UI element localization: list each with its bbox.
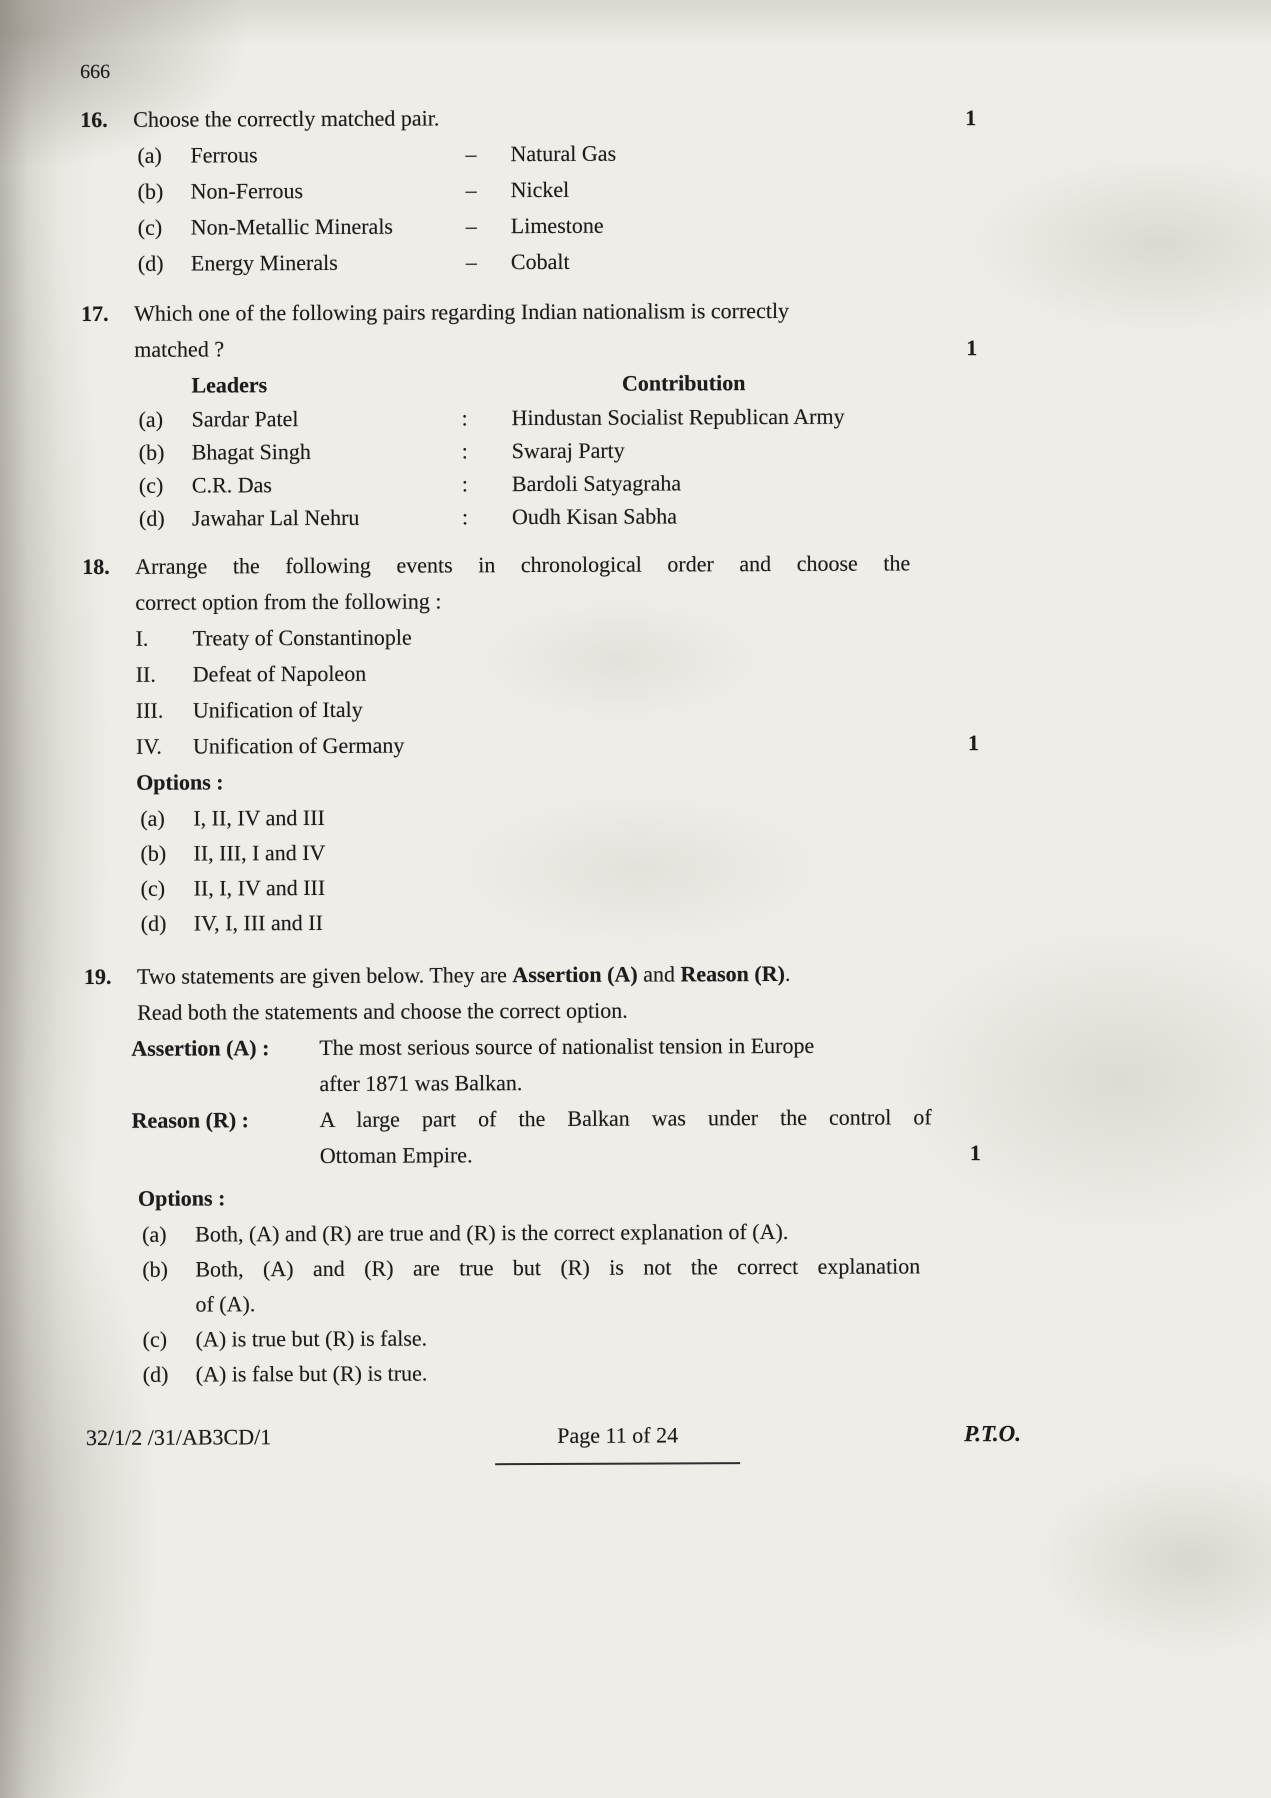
option-text: (A) is false but (R) is true.	[195, 1360, 428, 1387]
question-text-line: correct option from the following :	[135, 588, 442, 615]
page-indicator-text: Page 11 of 24	[557, 1422, 679, 1448]
roman-numeral: II.	[135, 661, 156, 687]
event-text: Treaty of Constantinople	[192, 624, 412, 651]
option-label: (c)	[142, 1326, 168, 1352]
reason-keyword: Reason (R)	[680, 960, 785, 987]
assertion-text-line: The most serious source of nationalist tension in Europe	[319, 1032, 815, 1060]
question-18-options	[83, 797, 1104, 941]
question-text-line: Arrange the following events in chronological order and choose the	[135, 550, 911, 579]
option-text	[195, 1248, 920, 1321]
pair-colon: :	[461, 471, 469, 497]
contribution-name: Swaraj Party	[511, 437, 625, 464]
match-option-b	[81, 170, 1101, 210]
assertion-keyword: Assertion (A)	[512, 961, 638, 988]
match-option-b	[82, 432, 1102, 469]
event-text: Unification of Germany	[192, 732, 405, 759]
question-text	[135, 545, 935, 620]
match-table-header	[81, 364, 1101, 403]
option-d	[86, 1353, 1106, 1392]
option-text: II, III, I and IV	[193, 839, 326, 866]
pair-dash: –	[465, 141, 477, 167]
question-17	[81, 292, 1102, 535]
pair-left: Non-Metallic Minerals	[190, 213, 394, 240]
pair-right: Limestone	[510, 212, 604, 239]
question-17-head	[81, 292, 1101, 368]
pair-dash: –	[465, 249, 477, 275]
contribution-name: Hindustan Socialist Republican Army	[511, 403, 845, 431]
intro-text: and	[637, 961, 681, 987]
contribution-name: Bardoli Satyagraha	[511, 470, 682, 497]
option-label: (d)	[138, 505, 165, 531]
reason-text	[320, 1099, 932, 1174]
question-text-line: matched ?	[134, 336, 225, 362]
paper-code: 32/1/2 /31/AB3CD/1	[85, 1424, 272, 1450]
question-number: 18.	[82, 553, 110, 579]
option-text-line: Both, (A) and (R) are true but (R) is not the correct explanation	[195, 1253, 921, 1282]
question-number: 17.	[81, 300, 109, 326]
option-a	[85, 1213, 1105, 1252]
pair-right: Nickel	[510, 176, 570, 203]
event-item-2	[83, 653, 1103, 693]
page-indicator	[495, 1417, 740, 1465]
intro-text: .	[784, 960, 791, 986]
option-text: (A) is true but (R) is false.	[195, 1325, 428, 1352]
option-text: Both, (A) and (R) are true and (R) is the correct explanation of (A).	[195, 1218, 789, 1247]
match-option-a	[82, 399, 1102, 436]
pair-dash: –	[465, 213, 477, 239]
question-text	[134, 292, 934, 367]
match-option-c	[82, 465, 1102, 502]
intro-text: Two statements are given below. They are	[136, 962, 513, 989]
leader-name: C.R. Das	[191, 472, 272, 498]
column-header-leaders: Leaders	[191, 372, 268, 398]
pair-colon: :	[461, 504, 469, 530]
marks-badge: 1	[966, 335, 978, 361]
assertion-text-line: after 1871 was Balkan.	[319, 1070, 523, 1096]
leader-name: Jawahar Lal Nehru	[191, 504, 360, 531]
pto-label: P.T.O.	[964, 1420, 1022, 1447]
option-label: (a)	[142, 1221, 167, 1247]
question-text-line: Which one of the following pairs regarding Indian nationalism is correctly	[134, 297, 790, 326]
options-heading: Options :	[136, 769, 224, 795]
option-c	[84, 867, 1104, 906]
event-item-3	[83, 689, 1103, 729]
event-text: Defeat of Napoleon	[192, 660, 367, 687]
pair-left: Energy Minerals	[190, 249, 338, 276]
option-text: IV, I, III and II	[193, 909, 323, 936]
pair-colon: :	[461, 438, 468, 464]
question-text-line: Read both the statements and choose the correct option.	[137, 997, 628, 1025]
reason-row	[85, 1099, 1105, 1175]
question-16	[80, 98, 1101, 282]
match-option-a	[80, 134, 1100, 174]
assertion-label: Assertion (A) :	[131, 1035, 270, 1061]
question-19-head	[84, 955, 1104, 1031]
option-label: (a)	[137, 142, 162, 168]
question-text-line	[137, 955, 937, 994]
option-text-line: of (A).	[195, 1291, 256, 1317]
roman-numeral: I.	[135, 625, 149, 651]
marks-badge: 1	[967, 730, 980, 756]
option-text: I, II, IV and III	[193, 804, 325, 831]
question-number: 19.	[83, 963, 112, 989]
option-label: (b)	[137, 178, 164, 204]
option-a	[83, 797, 1103, 836]
option-label: (c)	[138, 472, 164, 498]
match-option-c	[81, 206, 1101, 246]
option-label: (a)	[140, 805, 165, 831]
question-16-head	[80, 98, 1100, 138]
column-header-contribution: Contribution	[621, 370, 746, 396]
question-number: 16.	[80, 106, 108, 132]
option-d	[84, 902, 1104, 941]
reason-text-line: Ottoman Empire.	[319, 1142, 473, 1168]
question-text: Choose the correctly matched pair.	[133, 105, 440, 132]
event-text: Unification of Italy	[192, 696, 363, 723]
marks-badge: 1	[969, 1140, 981, 1166]
assertion-text	[319, 1027, 931, 1102]
option-label: (d)	[142, 1361, 169, 1387]
option-c	[86, 1318, 1106, 1357]
reason-text-line: A large part of the Balkan was under the control of	[319, 1104, 932, 1132]
option-b	[83, 832, 1103, 871]
option-label: (c)	[137, 214, 163, 240]
contribution-name: Oudh Kisan Sabha	[511, 503, 678, 530]
match-option-d	[82, 498, 1102, 535]
pair-left: Ferrous	[190, 142, 258, 168]
marks-badge: 1	[965, 105, 977, 131]
match-option-d	[81, 242, 1101, 282]
roman-numeral: III.	[135, 697, 164, 723]
question-19-options	[85, 1213, 1106, 1392]
pair-right: Natural Gas	[510, 140, 617, 167]
pair-colon: :	[461, 405, 468, 431]
pair-left: Non-Ferrous	[190, 178, 304, 204]
event-item-1	[82, 617, 1102, 657]
assertion-row	[84, 1027, 1104, 1103]
option-label: (d)	[140, 910, 167, 936]
page-code-number: 666	[80, 60, 111, 83]
question-18	[82, 545, 1104, 941]
page-content	[80, 53, 1126, 1450]
option-label: (b)	[138, 439, 165, 465]
question-18-head	[82, 545, 1102, 621]
page-footer	[86, 1416, 1021, 1467]
option-b	[85, 1248, 1105, 1322]
option-text: II, I, IV and III	[193, 874, 326, 901]
pair-dash: –	[465, 177, 477, 203]
option-label: (c)	[140, 875, 166, 901]
option-label: (d)	[137, 250, 164, 276]
option-label: (b)	[140, 840, 167, 866]
event-item-4	[83, 725, 1103, 765]
option-label: (a)	[138, 406, 164, 432]
pair-right: Cobalt	[510, 248, 570, 275]
roman-numeral: IV.	[135, 733, 162, 759]
options-heading: Options :	[137, 1185, 226, 1211]
question-19	[84, 955, 1106, 1392]
question-text	[137, 955, 937, 1030]
leader-name: Sardar Patel	[191, 406, 299, 432]
option-label: (b)	[142, 1256, 168, 1282]
reason-label: Reason (R) :	[131, 1107, 250, 1133]
match-table-rows	[82, 399, 1103, 535]
leader-name: Bhagat Singh	[191, 438, 311, 465]
